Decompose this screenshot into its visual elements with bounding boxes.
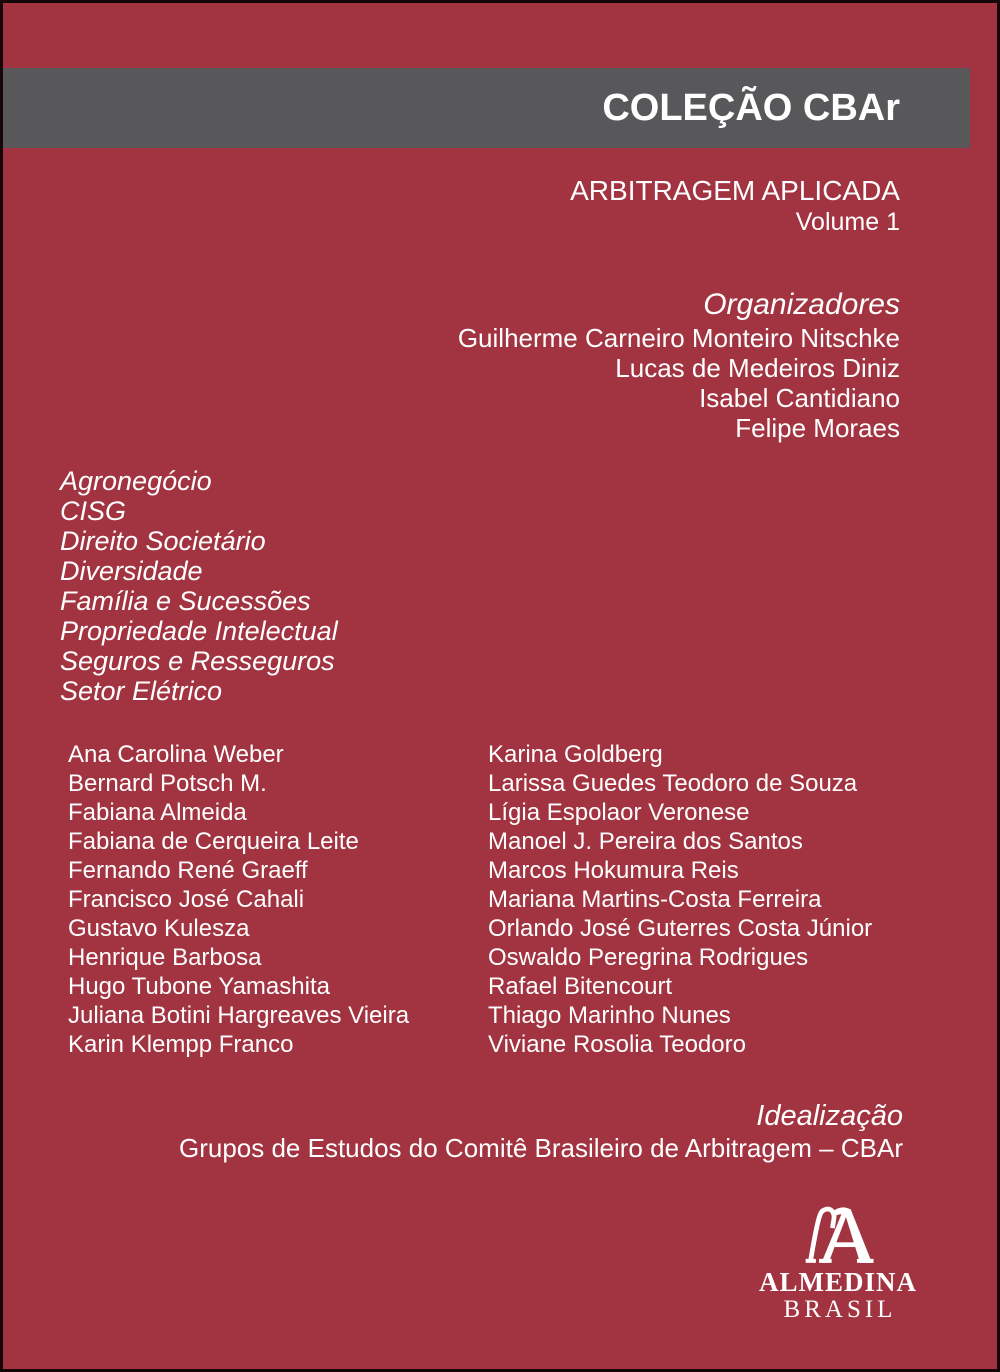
authors-column-right — [488, 740, 908, 1059]
organizers-block — [458, 287, 900, 443]
organizer-name: Felipe Moraes — [735, 413, 900, 443]
topic-item: Diversidade — [60, 556, 203, 586]
author-name: Henrique Barbosa — [68, 944, 262, 971]
topic-item: Setor Elétrico — [60, 676, 223, 706]
author-name: Fabiana Almeida — [68, 799, 247, 826]
publisher-logo — [738, 1206, 938, 1324]
topic-item: Família e Sucessões — [60, 586, 311, 616]
author-name: Rafael Bitencourt — [488, 973, 673, 1000]
organizer-name: Isabel Cantidiano — [699, 383, 900, 413]
author-name: Karina Goldberg — [488, 741, 663, 768]
author-name: Manoel J. Pereira dos Santos — [488, 828, 803, 855]
author-name: Oswaldo Peregrina Rodrigues — [488, 944, 809, 971]
almedina-open-book-monogram-icon — [794, 1206, 882, 1266]
topic-item: CISG — [60, 496, 127, 526]
author-name: Orlando José Guterres Costa Júnior — [488, 915, 873, 942]
authors-column-left — [68, 740, 488, 1059]
idealization-block — [179, 1099, 903, 1163]
author-name: Marcos Hokumura Reis — [488, 857, 739, 884]
author-name: Fabiana de Cerqueira Leite — [68, 828, 359, 855]
topic-item: Direito Societário — [60, 526, 266, 556]
series-block — [570, 174, 900, 237]
author-name: Larissa Guedes Teodoro de Souza — [488, 770, 858, 797]
author-name: Viviane Rosolia Teodoro — [488, 1031, 746, 1058]
series-title: ARBITRAGEM APLICADA — [570, 175, 900, 206]
author-name: Thiago Marinho Nunes — [488, 1002, 731, 1029]
organizer-name: Lucas de Medeiros Diniz — [615, 353, 900, 383]
author-name: Hugo Tubone Yamashita — [68, 973, 330, 1000]
collection-banner — [3, 68, 970, 148]
author-name: Gustavo Kulesza — [68, 915, 250, 942]
author-name: Bernard Potsch M. — [68, 770, 267, 797]
idealization-heading: Idealização — [756, 1100, 903, 1132]
author-name: Juliana Botini Hargreaves Vieira — [68, 1002, 410, 1029]
author-name: Fernando René Graeff — [68, 857, 308, 884]
collection-title: COLEÇÃO CBAr — [602, 87, 900, 129]
publisher-country: BRASIL — [783, 1296, 897, 1323]
author-name: Lígia Espolaor Veronese — [488, 799, 750, 826]
series-volume: Volume 1 — [795, 208, 900, 236]
topic-item: Seguros e Resseguros — [60, 646, 335, 676]
idealization-line: Grupos de Estudos do Comitê Brasileiro de Arbitragem – CBAr — [178, 1133, 903, 1163]
author-name: Karin Klempp Franco — [68, 1031, 294, 1058]
author-name: Ana Carolina Weber — [68, 741, 284, 768]
topic-item: Propriedade Intelectual — [60, 616, 338, 646]
authors-columns — [68, 740, 908, 1059]
topic-item: Agronegócio — [60, 466, 212, 496]
organizers-heading: Organizadores — [703, 288, 900, 321]
author-name: Mariana Martins-Costa Ferreira — [488, 886, 822, 913]
topics-list — [60, 466, 338, 706]
organizer-name: Guilherme Carneiro Monteiro Nitschke — [457, 323, 900, 353]
author-name: Francisco José Cahali — [68, 886, 305, 913]
publisher-name: ALMEDINA — [758, 1267, 917, 1297]
